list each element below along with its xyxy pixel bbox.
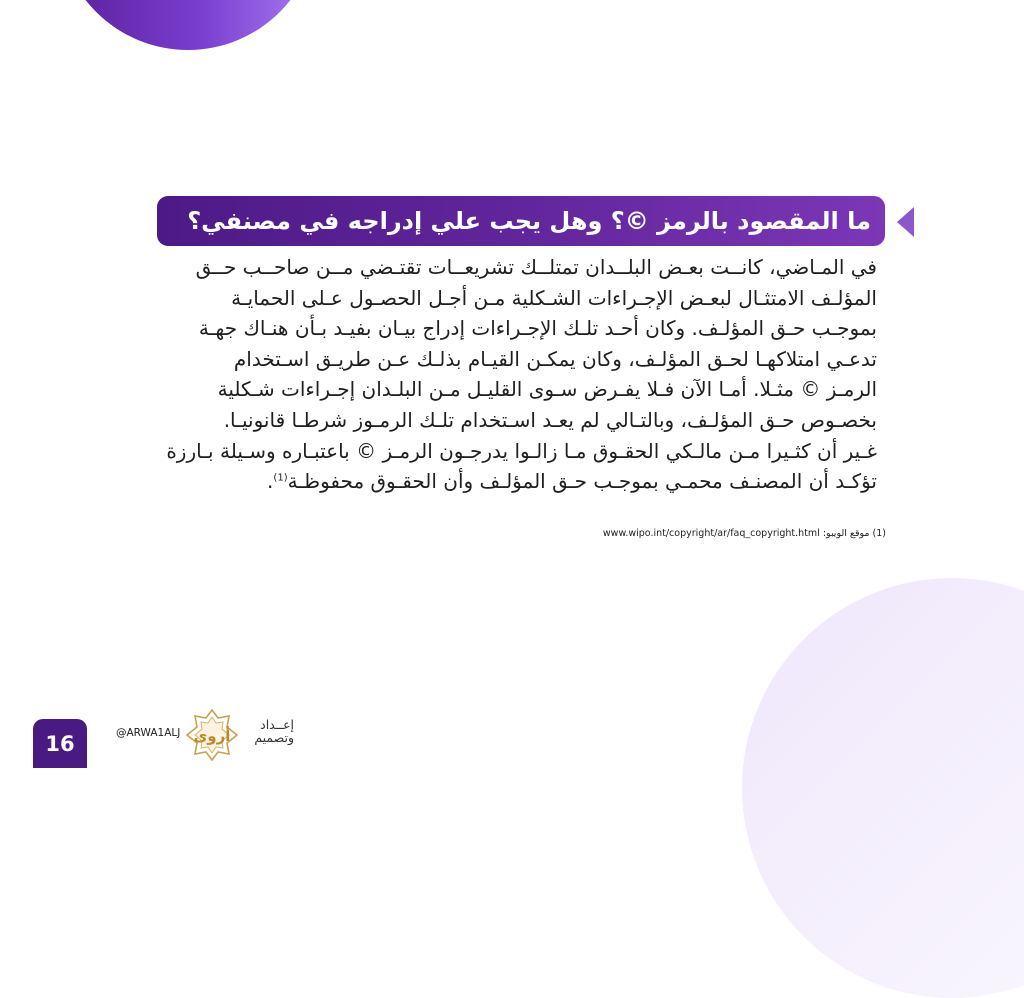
body-line: غـير أن كثـيرا مـن مالـكي الحقـوق مـا زالـوا يدرجـون الرمـز © باعتبـاره وسـيلة بـارزة <box>166 438 877 463</box>
credit-text <box>244 718 294 744</box>
footnote: (1) موقع الويبو: www.wipo.int/copyright/ar/faq_copyright.html <box>602 528 886 539</box>
page-number-badge <box>33 719 87 768</box>
bottom-decorative-circle <box>742 578 1024 998</box>
section-heading: ما المقصود بالرمز ©؟ وهل يجب علي إدراجه في مصنفي؟ <box>187 207 871 235</box>
body-last-line <box>133 466 877 497</box>
final-period: . <box>267 469 274 494</box>
top-decorative-circle <box>58 0 318 50</box>
body-paragraph <box>133 252 877 497</box>
body-line: في المـاضي، كانــت بعـض البلــدان تمتلــك تشريعــات تقتـضي مــن صاحــب حــق <box>195 255 877 279</box>
page-number: 16 <box>45 731 75 756</box>
body-line: تؤكـد أن المصنـف محمـي بموجـب حـق المؤلـف وأن الحقـوق محفوظـة <box>287 469 877 494</box>
credit-line-designed: وتصميم <box>254 730 294 745</box>
heading-marker-icon <box>897 207 914 237</box>
body-line: بخصـوص حـق المؤلـف، وبالتـالي لم يعـد اسـتخدام تلـك الرمـوز شرطـا قانونيـا. <box>223 407 877 432</box>
credit-line-prepared: إعــداد <box>260 717 294 732</box>
body-line: بموجـب حـق المؤلـف. وكان أحـد تلـك الإجـراءات إدراج بيـان بفيـد بـأن هنـاك جهـة <box>198 316 877 341</box>
arwa-logo-icon <box>185 708 239 762</box>
body-line: تدعـي امتلاكهـا لحـق المؤلـف، وكان يمكـن القيـام بذلـك عـن طريـق اسـتخدام <box>233 346 877 371</box>
body-line: الرمـز © مثـلا. أمـا الآن فـلا يفـرض سـوى القليـل مـن البلـدان إجـراءات شـكلية <box>217 377 877 402</box>
footnote-reference: (1) <box>273 472 288 484</box>
section-heading-bar <box>157 196 885 246</box>
body-line: المؤلـف الامتثـال لبعـض الإجـراءات الشـكلية مـن أجـل الحصـول عـلى الحمايـة <box>231 285 877 310</box>
logo-text: أروى <box>193 727 231 745</box>
author-handle: @ARWA1ALJ <box>116 727 181 739</box>
